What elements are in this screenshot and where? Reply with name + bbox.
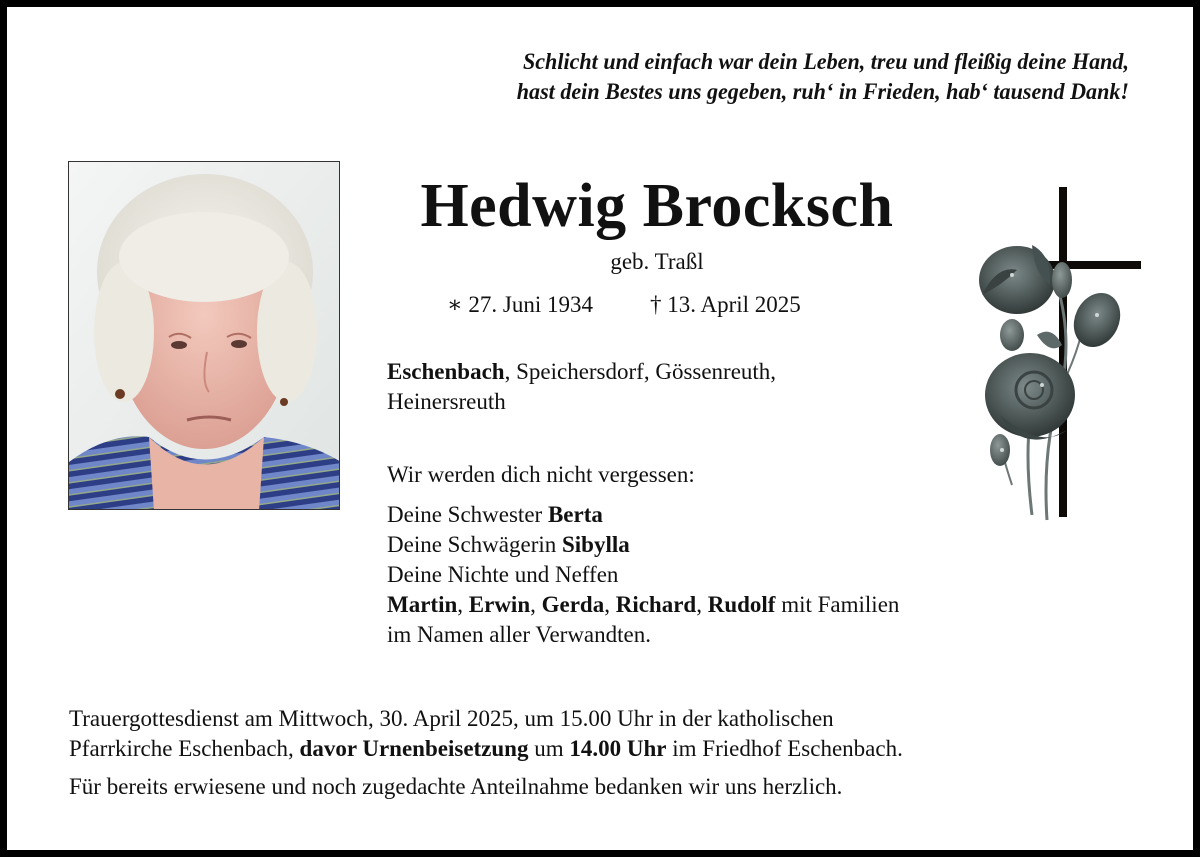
ceremony-line-2 [69, 734, 1179, 764]
deceased-name: Hedwig Brocksch [420, 172, 894, 240]
birth-date-group [447, 290, 593, 320]
ceremony-info [69, 704, 1179, 802]
place-primary: Eschenbach [387, 359, 505, 384]
cemetery-text: im Friedhof Eschenbach. [666, 736, 903, 761]
name-separator: , [457, 592, 469, 617]
nephew-name: Martin [387, 592, 458, 617]
cross-with-roses-icon [972, 185, 1147, 525]
death-date-group [650, 290, 801, 320]
places-line-2: Heinersreuth [387, 389, 506, 414]
mourner-relation: Deine Nichte und Neffen [387, 562, 619, 587]
motto-line-1: Schlicht und einfach war dein Leben, treu und fleißig deine Hand, [522, 49, 1129, 74]
death-cross-icon: † [650, 292, 662, 317]
nephew-name: Rudolf [707, 592, 776, 617]
mourner-line [387, 530, 1107, 560]
death-date: 13. April 2025 [667, 292, 801, 317]
mourner-relation: Deine Schwägerin [387, 532, 562, 557]
urn-burial-time: 14.00 Uhr [569, 736, 667, 761]
urn-burial-text: davor Urnenbeisetzung [299, 736, 529, 761]
name-separator: , [696, 592, 708, 617]
places [387, 357, 947, 417]
portrait-photo [68, 161, 340, 510]
names-suffix: mit Familien [775, 592, 900, 617]
niece-name: Gerda [541, 592, 605, 617]
places-line-1 [387, 357, 947, 387]
mourners-intro: Wir werden dich nicht vergessen: [387, 462, 695, 487]
name-separator: , [530, 592, 542, 617]
place-separator: , [504, 359, 517, 384]
ceremony-line-1: Trauergottesdienst am Mittwoch, 30. April 2025, um 15.00 Uhr in der katholischen [69, 706, 834, 731]
places-rest: Speichersdorf, Gössenreuth, [516, 359, 777, 384]
motto-verse [265, 47, 1129, 107]
connector-text: um [528, 736, 570, 761]
mourners-closing: im Namen aller Verwandten. [387, 622, 651, 647]
nephew-name: Erwin [468, 592, 531, 617]
mourner-name: Berta [547, 502, 603, 527]
portrait-icon [69, 162, 340, 510]
nephew-name: Richard [615, 592, 697, 617]
maiden-name: geb. Traßl [610, 249, 704, 274]
church-text: Pfarrkirche Eschenbach, [69, 736, 300, 761]
nephews-names-line [387, 590, 1107, 620]
mourner-line [387, 560, 1107, 590]
motto-line-2: hast dein Bestes uns gegeben, ruh‘ in Frieden, hab‘ tausend Dank! [516, 79, 1129, 104]
name-separator: , [604, 592, 616, 617]
thanks-line: Für bereits erwiesene und noch zugedachte Anteilnahme bedanken wir uns herzlich. [69, 774, 843, 799]
mourner-name: Sibylla [562, 532, 630, 557]
mourner-relation: Deine Schwester [387, 502, 548, 527]
birth-date: 27. Juni 1934 [468, 292, 593, 317]
birth-star-icon: ∗ [447, 292, 463, 317]
